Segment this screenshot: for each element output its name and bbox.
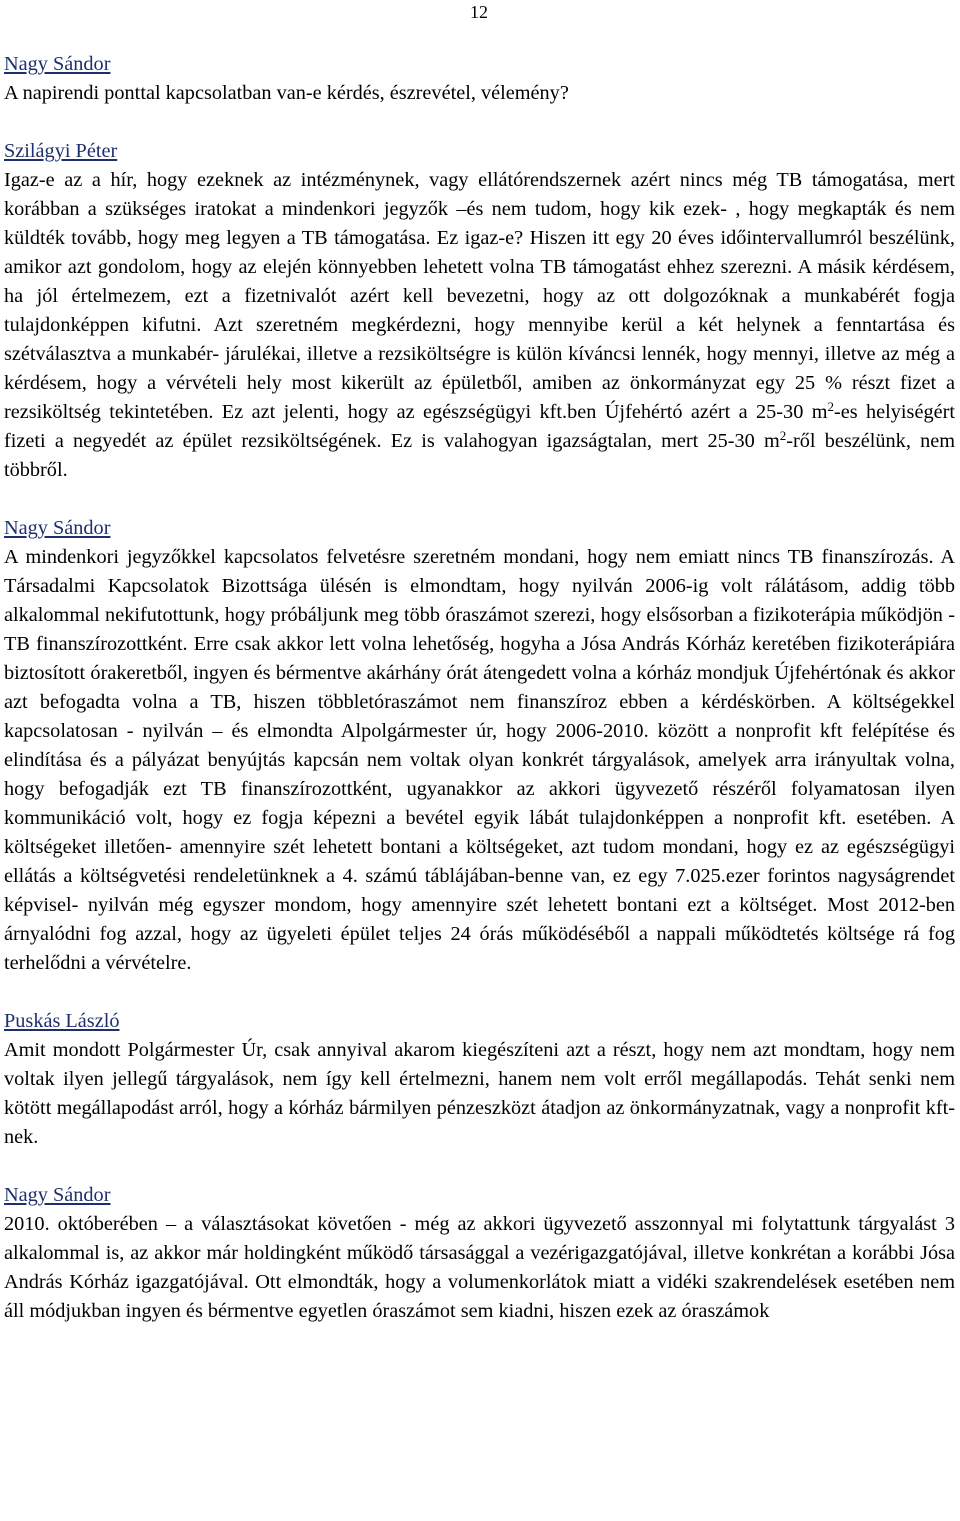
speech-text: 2010. októberében – a választásokat követően - még az akkori ügyvezető asszonnyal mi folytattunk tárgyalást 3 alkalommal is, az akkor már holdingként működő társasággal a vezérigazgatójával, illetve konkrétan a korábbi Jósa András Kórház igazgatójával. Ott elmondták, hogy a volumenkorlátok miatt a vidéki szakrendelések esetében nem áll módjukban ingyen és bérmentve egyetlen óraszámot sem kiadni, hiszen ezek az óraszámok bbox=[4, 1213, 955, 1322]
speech-block bbox=[4, 514, 955, 978]
speech-text-segment: -ről beszélünk, nem többről. bbox=[4, 430, 955, 481]
speech-block bbox=[4, 1007, 955, 1152]
speaker-name: Nagy Sándor bbox=[4, 517, 111, 539]
speech-text-segment: -es helyiségért fizeti a negyedét az épület rezsiköltségének. Ez is valahogyan igazságtalan, mert 25-30 m bbox=[4, 401, 955, 452]
speech-text: Amit mondott Polgármester Úr, csak annyival akarom kiegészíteni azt a részt, hogy nem azt mondtam, hogy nem voltak ilyen jellegű tárgyalások, nem így kell értelmezni, hanem nem volt erről megállapodás. Tehát senki nem kötött megállapodást arról, hogy a kórház bármilyen pénzeszközt átadjon az önkormányzatnak, vagy a nonprofit kft-nek. bbox=[4, 1039, 955, 1148]
speech-text bbox=[4, 166, 955, 485]
speech-text-segment: Igaz-e az a hír, hogy ezeknek az intézménynek, vagy ellátórendszernek azért nincs még TB támogatása, mert korábban a szükséges iratokat a mindenkori jegyzők –és nem tudom, hogy kik ezek- , hogy megkapták és nem küldték tovább, hogy meg legyen a TB támogatása. Ez igaz-e? Hiszen itt egy 20 éves időintervallumról beszélünk, amikor azt gondolom, hogy az elején könnyebben lehetett volna TB támogatást ehhez szerezni. A másik kérdésem, ha jól értelmezem, ezt a fizetnivalót azért kell bevezetni, hogy az ott dolgozóknak a munkabérét fogja tulajdonképpen kifutni. Azt szeretném megkérdezni, hogy mennyibe kerül a két helynek a fenntartása és szétválasztva a munkabér- járulékai, illetve a rezsiköltségre is külön kíváncsi lennék, hogy mennyi, illetve az még a kérdésem, hogy a vérvételi hely most kikerült az épületből, amiben az önkormányzat egy 25 % részt fizet a rezsiköltség tekintetében. Ez azt jelenti, hogy az egészségügyi kft.ben Újfehértó azért a 25-30 m bbox=[4, 169, 955, 423]
superscript: 2 bbox=[827, 399, 834, 414]
speaker-name: Puskás László bbox=[4, 1010, 120, 1032]
speech-block bbox=[4, 137, 955, 485]
superscript: 2 bbox=[779, 428, 787, 443]
document-body bbox=[4, 50, 955, 1355]
speaker-name: Szilágyi Péter bbox=[4, 140, 118, 162]
speech-block bbox=[4, 50, 955, 108]
speaker-name: Nagy Sándor bbox=[4, 53, 111, 75]
speech-block bbox=[4, 1181, 955, 1326]
speech-text: A napirendi ponttal kapcsolatban van-e kérdés, észrevétel, vélemény? bbox=[4, 82, 569, 104]
speech-text: A mindenkori jegyzőkkel kapcsolatos felvetésre szeretném mondani, hogy nem emiatt nincs TB finanszírozás. A Társadalmi Kapcsolatok Bizottsága ülésén is elmondtam, hogy nyilván 2006-ig volt rálátásom, addig több alkalommal nekifutottunk, hogy próbáljunk meg több óraszámot szerezi, hogy elsősorban a fizikoterápia működjön - TB finanszírozottként. Erre csak akkor lett volna lehetőség, hogyha a Jósa András Kórház keretében fizikoterápiára biztosított órakeretből, ingyen és bérmentve akárhány órát átengedett volna a kórház mondjuk Újfehértónak és akkor azt befogadta volna a TB, hiszen többletóraszámot nem finanszíroz ebben a kérdéskörben. A költségekkel kapcsolatosan - nyilván – és elmondta Alpolgármester úr, hogy 2006-2010. között a nonprofit kft felépítése és elindítása és a pályázat benyújtás kapcsán nem voltak olyan konkrét tárgyalások, amelyek arra irányultak volna, hogy befogadják ezt TB finanszírozottként, ugyanakkor az akkori ügyvezető részéről folyamatosan ilyen kommunikáció volt, hogy ez fogja képezni a bevétel egyik lábát tulajdonképpen a nonprofit kft. esetében. A költségeket illetően- amennyire szét lehetett bontani a költségeket, azt tudom mondani, hogy ez az egészségügyi ellátás a költségvetési rendeletünknek a 4. számú táblájában-benne van, ez egy 7.025.ezer forintos nagyságrendet képvisel- nyilván még egyszer mondom, hogy amennyire szét lehetett bontani ezt a költséget. Most 2012-ben árnyalódni fog azzal, hogy az ügyeleti épület teljes 24 órás működéséből a nappali működtetés költsége rá fog terhelődni a vérvételre. bbox=[4, 546, 955, 974]
speaker-name: Nagy Sándor bbox=[4, 1184, 111, 1206]
page-number: 12 bbox=[470, 2, 488, 22]
